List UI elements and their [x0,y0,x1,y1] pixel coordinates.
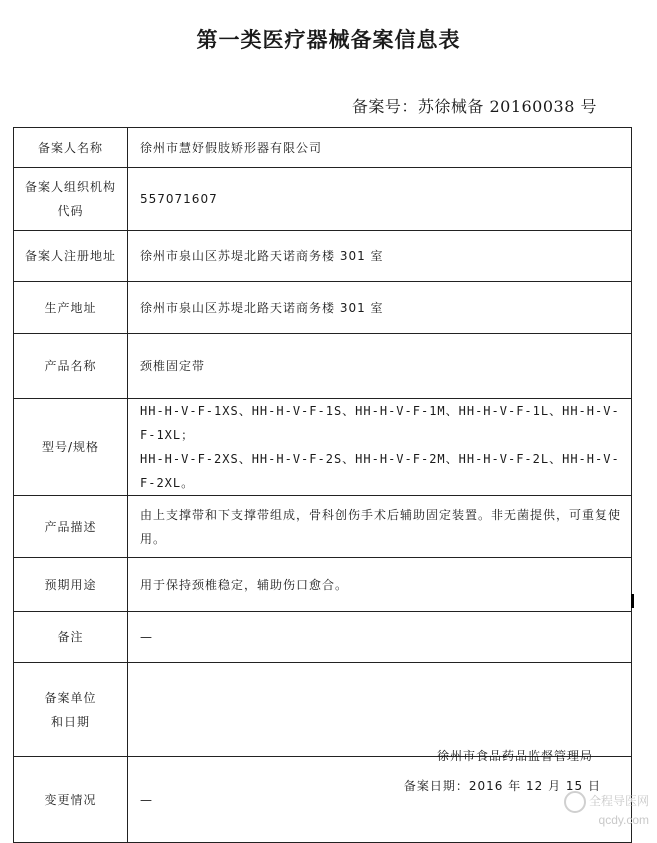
label-unit-date [14,663,128,757]
value-model-line2: HH-H-V-F-2XS、HH-H-V-F-2S、HH-H-V-F-2M、HH-H-V-F-2L、HH-H-V-F-2XL。 [140,452,620,490]
table-row [14,399,632,496]
table-row [14,168,632,231]
value-org-code: 557071607 [128,168,632,231]
value-description: 由上支撑带和下支撑带组成，骨科创伤手术后辅助固定装置。非无菌提供，可重复使用。 [128,496,632,558]
edge-mark [631,594,634,608]
watermark-logo-icon [564,791,586,813]
label-org-code [14,168,128,231]
value-unit-date [128,663,632,793]
label-remarks: 备注 [14,612,128,663]
table-row [14,496,632,558]
watermark-line1: 全程导医网 [588,794,649,809]
record-number: 备案号：苏徐械备 20160038 号 [351,97,597,116]
filing-date: 备案日期：2016 年 12 月 15 日 [403,778,601,793]
label-unit-date-line1: 备案单位 [44,690,97,705]
filing-unit: 徐州市食品药品监督管理局 [436,748,593,763]
label-description: 产品描述 [14,496,128,558]
value-name: 徐州市慧妤假肢矫形器有限公司 [128,128,632,168]
label-prod-address: 生产地址 [14,282,128,334]
label-model: 型号/规格 [14,399,128,496]
label-changes: 变更情况 [14,757,128,843]
value-prod-address: 徐州市泉山区苏堤北路天诺商务楼 301 室 [128,282,632,334]
value-product-name: 颈椎固定带 [128,334,632,399]
value-reg-address: 徐州市泉山区苏堤北路天诺商务楼 301 室 [128,231,632,282]
value-model-line1: HH-H-V-F-1XS、HH-H-V-F-1S、HH-H-V-F-1M、HH-H-V-F-1L、HH-H-V-F-1XL； [140,404,620,442]
table-row [14,558,632,612]
value-changes: — [128,757,632,843]
value-intended-use: 用于保持颈椎稳定，辅助伤口愈合。 [128,558,632,612]
label-reg-address: 备案人注册地址 [14,231,128,282]
watermark-line2: qcdy.com [598,813,649,827]
table-row [14,282,632,334]
info-table [13,127,632,843]
value-remarks: — [128,612,632,663]
table-row [14,612,632,663]
label-name: 备案人名称 [14,128,128,168]
table-row [14,663,632,757]
label-org-code-line1: 备案人组织机构 [24,180,116,194]
table-row [14,231,632,282]
label-intended-use: 预期用途 [14,558,128,612]
label-product-name: 产品名称 [14,334,128,399]
label-org-code-line2: 代码 [57,204,84,218]
value-model [128,399,632,496]
table-row [14,334,632,399]
document-title: 第一类医疗器械备案信息表 [196,28,461,52]
table-row [14,757,632,843]
watermark [564,791,649,827]
label-unit-date-line2: 和日期 [50,714,90,729]
table-row [14,128,632,168]
